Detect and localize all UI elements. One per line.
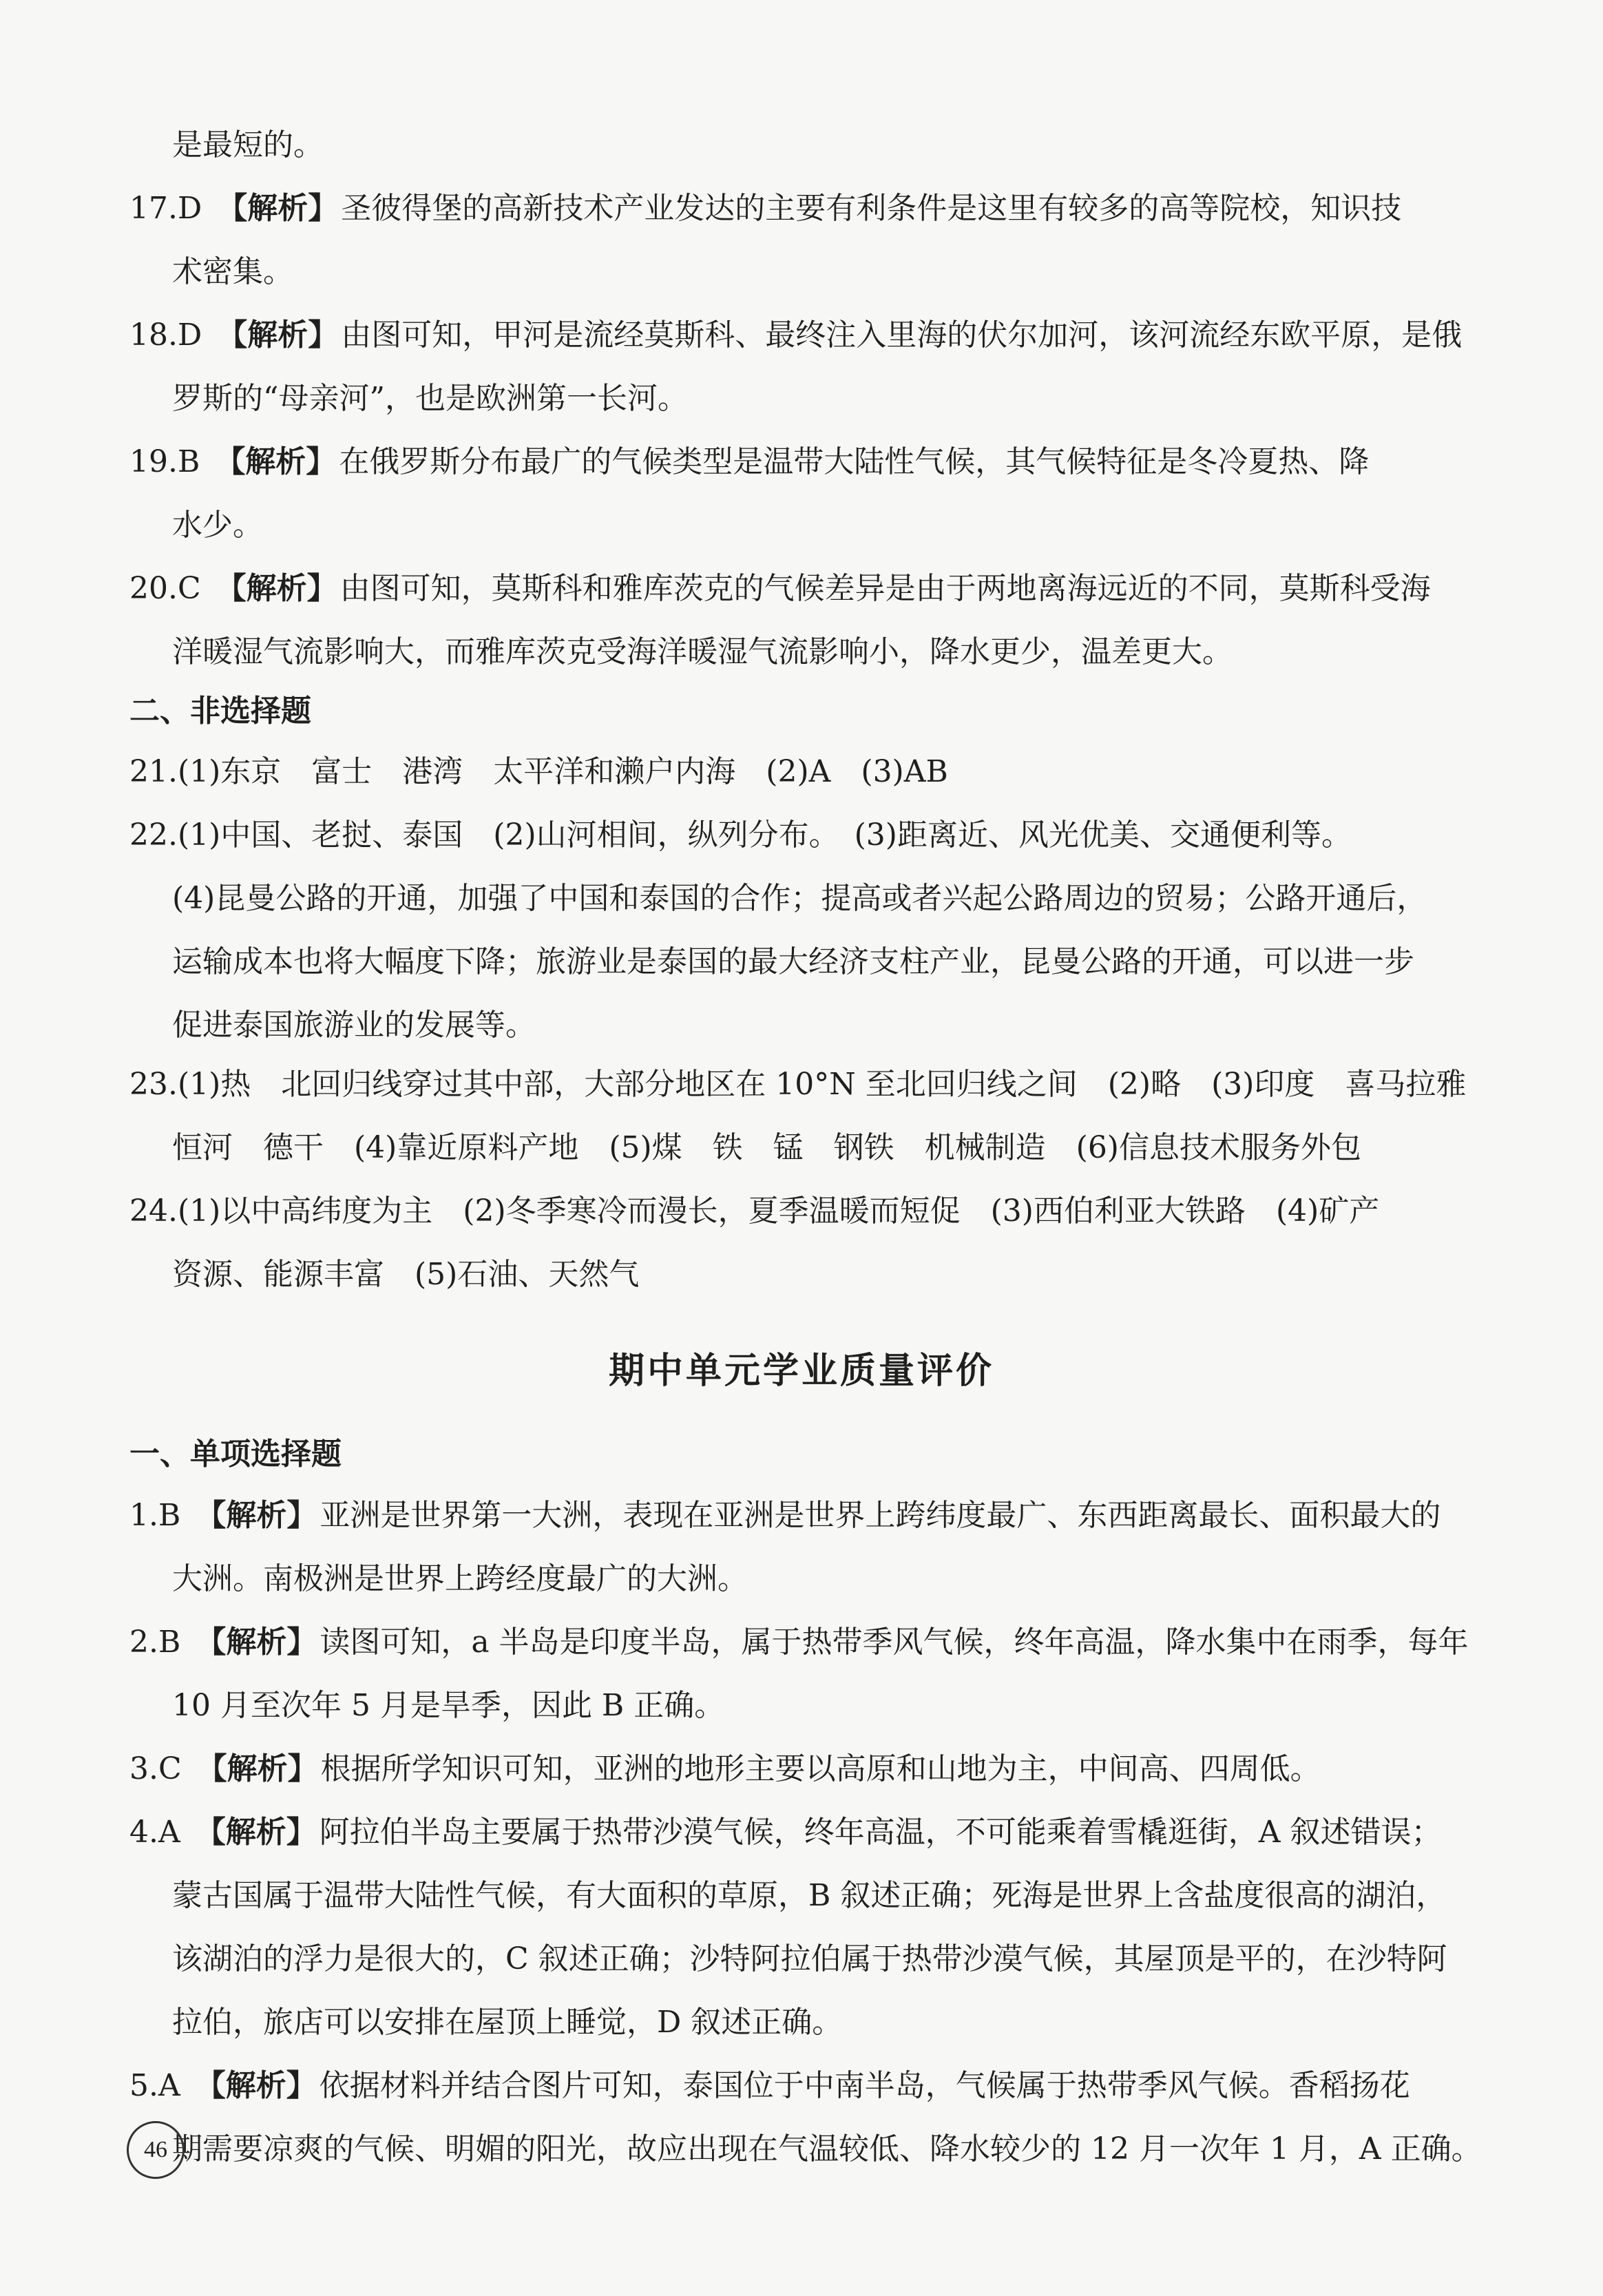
text-line: 依据材料并结合图片可知，泰国位于中南半岛，气候属于热带季风气候。香稻扬花 [319,2068,1410,2103]
text-line: 期需要凉爽的气候、明媚的阳光，故应出现在气温较低、降水较少的 12 月一次年 1 月，A 正确。 [172,2131,1482,2167]
analysis-tag: 【解析】 [215,444,337,479]
continuation-text [129,114,1500,177]
text-line: 该湖泊的浮力是很大的，C 叙述正确；沙特阿拉伯属于热带沙漠气候，其屋顶是平的，在沙特阿 [172,1941,1447,1976]
text-line: 促进泰国旅游业的发展等。 [172,1008,536,1043]
answer-1 [129,1484,1500,1611]
analysis-tag: 【解析】 [195,1815,317,1850]
text-line: 是最短的。 [172,127,324,163]
answer-2 [129,1611,1500,1737]
section-heading-single-choice: 一、单项选择题 [129,1437,342,1472]
answer-20 [129,557,1500,684]
answer-choice: 19.B [129,444,200,479]
analysis-tag: 【解析】 [196,1498,317,1533]
analysis-tag: 【解析】 [196,1751,318,1786]
analysis-tag: 【解析】 [196,1625,317,1660]
answer-choice: 17.D [129,191,202,226]
answer-choice: 4.A [129,1815,180,1850]
text-line: 大洲。南极洲是世界上跨经度最广的大洲。 [172,1561,748,1596]
text-line: 术密集。 [172,254,293,289]
text-line: 在俄罗斯分布最广的气候类型是温带大陆性气候，其气候特征是冬冷夏热、降 [339,444,1370,479]
text-line: 罗斯的“母亲河”，也是欧洲第一长河。 [172,381,688,416]
answer-19 [129,430,1500,557]
text-line: 22.(1)中国、老挝、泰国 (2)山河相间，纵列分布。 (3)距离近、风光优美、交通便利等。 [129,817,1352,853]
analysis-tag: 【解析】 [216,571,337,606]
text-line: 蒙古国属于温带大陆性气候，有大面积的草原，B 叙述正确；死海是世界上含盐度很高的湖泊， [172,1878,1447,1913]
exam-title: 期中单元学业质量评价 [608,1350,994,1392]
text-line: 21.(1)东京 富士 港湾 太平洋和濑户内海 (2)A (3)AB [129,754,948,789]
text-line: 24.(1)以中高纬度为主 (2)冬季寒冷而漫长，夏季温暖而短促 (3)西伯利亚大铁路 (4)矿产 [129,1193,1380,1229]
answer-24 [129,1180,1500,1306]
answer-choice: 1.B [129,1498,181,1533]
text-line: (4)昆曼公路的开通，加强了中国和泰国的合作；提高或者兴起公路周边的贸易；公路开通后， [172,881,1427,916]
text-line: 由图可知，甲河是流经莫斯科、最终注入里海的伏尔加河，该河流经东欧平原，是俄 [341,317,1463,353]
text-line: 资源、能源丰富 (5)石油、天然气 [172,1257,640,1292]
answer-17 [129,177,1500,304]
answer-3 [129,1737,1500,1801]
text-line: 阿拉伯半岛主要属于热带沙漠气候，终年高温，不可能乘着雪橇逛街，A 叙述错误； [319,1815,1442,1850]
text-line: 水少。 [172,508,263,543]
answer-choice: 18.D [129,317,202,353]
answer-4 [129,1801,1500,2054]
text-line: 拉伯，旅店可以安排在屋顶上睡觉，D 叙述正确。 [172,2005,843,2040]
analysis-tag: 【解析】 [217,191,339,226]
answer-choice: 3.C [129,1751,182,1786]
text-line: 恒河 德干 (4)靠近原料产地 (5)煤 铁 锰 钢铁 机械制造 (6)信息技术服务外包 [172,1130,1361,1165]
answer-choice: 20.C [129,571,201,606]
text-line: 读图可知，a 半岛是印度半岛，属于热带季风气候，终年高温，降水集中在雨季，每年 [319,1625,1469,1660]
text-line: 10 月至次年 5 月是旱季，因此 B 正确。 [172,1688,725,1723]
answer-choice: 5.A [129,2068,180,2103]
text-line: 根据所学知识可知，亚洲的地形主要以高原和山地为主，中间高、四周低。 [320,1751,1321,1786]
answer-22 [129,804,1500,1057]
page-number: 46 [127,2121,185,2179]
text-line: 由图可知，莫斯科和雅库茨克的气候差异是由于两地离海远近的不同，莫斯科受海 [339,571,1431,606]
answer-23 [129,1053,1500,1180]
answer-18 [129,304,1500,430]
text-line: 23.(1)热 北回归线穿过其中部，大部分地区在 10°N 至北回归线之间 (2)略 (3)印度 喜马拉雅 [129,1067,1467,1102]
answer-choice: 2.B [129,1625,181,1660]
analysis-tag: 【解析】 [217,317,339,353]
section-heading-nonchoice: 二、非选择题 [129,693,311,729]
text-line: 运输成本也将大幅度下降；旅游业是泰国的最大经济支柱产业，昆曼公路的开通，可以进一步 [172,944,1414,979]
text-line: 洋暖湿气流影响大，而雅库茨克受海洋暖湿气流影响小，降水更少，温差更大。 [172,634,1233,669]
text-line: 亚洲是世界第一大洲，表现在亚洲是世界上跨纬度最广、东西距离最长、面积最大的 [319,1498,1441,1533]
answer-5 [129,2054,1500,2181]
analysis-tag: 【解析】 [195,2068,317,2103]
answer-21 [129,740,1500,804]
text-line: 圣彼得堡的高新技术产业发达的主要有利条件是这里有较多的高等院校，知识技 [341,191,1402,226]
